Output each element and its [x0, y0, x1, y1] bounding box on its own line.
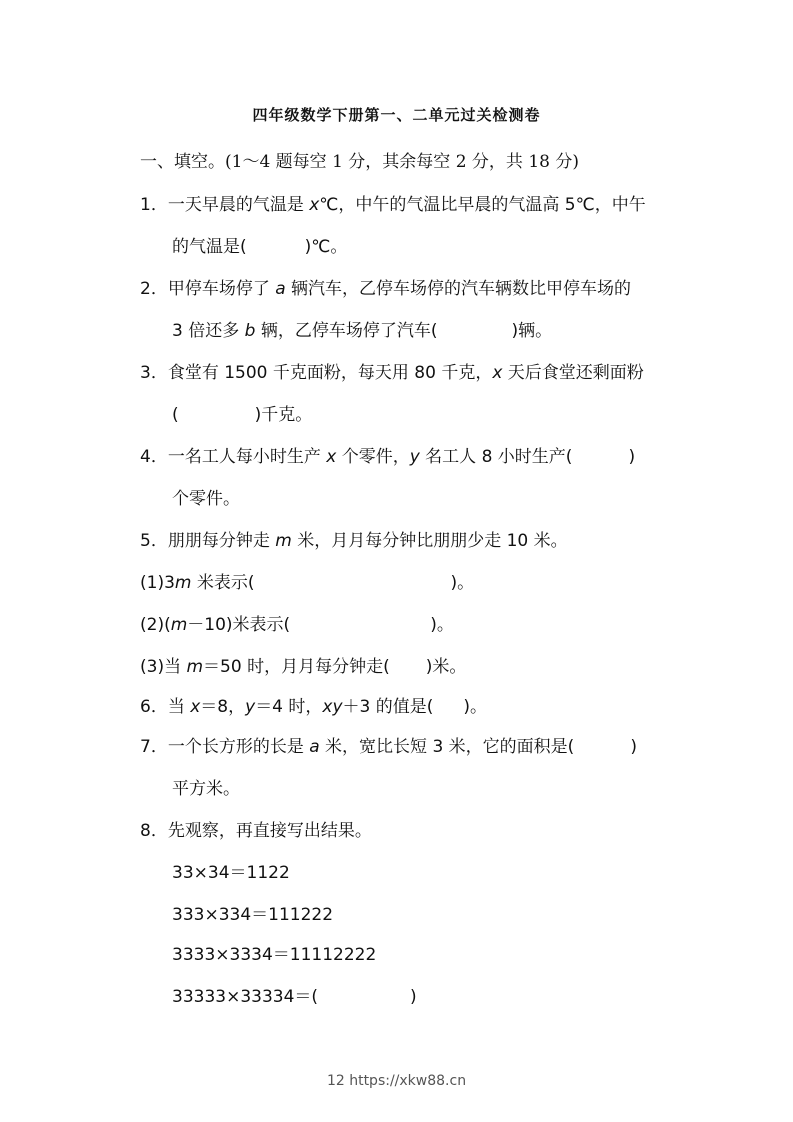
variable-m: m [174, 573, 192, 593]
page-footer: 12 https://xkw88.cn [326, 1073, 467, 1089]
variable-b: b [244, 321, 256, 341]
variable-m: m [186, 657, 204, 677]
question-4-line-2: 个零件。 [172, 489, 240, 509]
question-1-line-2: 的气温是( )℃。 [172, 237, 348, 257]
question-7-line-1: 7．一个长方形的长是 a 米，宽比长短 3 米，它的面积是( ) [140, 737, 637, 757]
equation-row: 33×34＝1122 [172, 863, 290, 883]
question-5-part-3: (3)当 m＝50 时，月月每分钟走( )米。 [140, 657, 467, 677]
question-8: 8．先观察，再直接写出结果。 [140, 821, 372, 841]
variable-y: y [245, 697, 256, 717]
question-5-part-2: (2)(m－10)米表示( )。 [140, 615, 454, 635]
question-4-line-1: 4．一名工人每小时生产 x 个零件，y 名工人 8 小时生产( ) [140, 447, 636, 467]
variable-a: a [309, 737, 320, 757]
variable-m: m [170, 615, 188, 635]
section-heading: 一、填空。(1～4 题每空 1 分，其余每空 2 分，共 18 分) [140, 152, 579, 172]
equation-row-answer: 33333×33334＝( ) [172, 987, 417, 1007]
question-7-line-2: 平方米。 [172, 779, 240, 799]
question-1-line-1: 1．一天早晨的气温是 x℃，中午的气温比早晨的气温高 5℃，中午 [140, 195, 646, 215]
variable-xy: xy [322, 697, 343, 717]
variable-x: x [326, 447, 337, 467]
exam-title: 四年级数学下册第一、二单元过关检测卷 [252, 106, 541, 124]
question-3-line-2: ( )千克。 [172, 405, 313, 425]
equation-row: 333×334＝111222 [172, 905, 334, 925]
variable-x: x [309, 195, 320, 215]
question-2-line-2: 3 倍还多 b 辆，乙停车场停了汽车( )辆。 [172, 321, 553, 341]
variable-x: x [190, 697, 201, 717]
question-5-stem: 5．朋朋每分钟走 m 米，月月每分钟比朋朋少走 10 米。 [140, 531, 568, 551]
variable-a: a [275, 279, 286, 299]
question-3-line-1: 3．食堂有 1500 千克面粉，每天用 80 千克，x 天后食堂还剩面粉 [140, 363, 644, 383]
question-2-line-1: 2．甲停车场停了 a 辆汽车，乙停车场停的汽车辆数比甲停车场的 [140, 279, 632, 299]
equation-row: 3333×3334＝11112222 [172, 945, 377, 965]
variable-y: y [409, 447, 420, 467]
variable-m: m [275, 531, 292, 551]
variable-x: x [492, 363, 503, 383]
question-5-part-1: (1)3m 米表示( )。 [140, 573, 475, 593]
question-6: 6．当 x＝8，y＝4 时，xy＋3 的值是( )。 [140, 697, 488, 717]
